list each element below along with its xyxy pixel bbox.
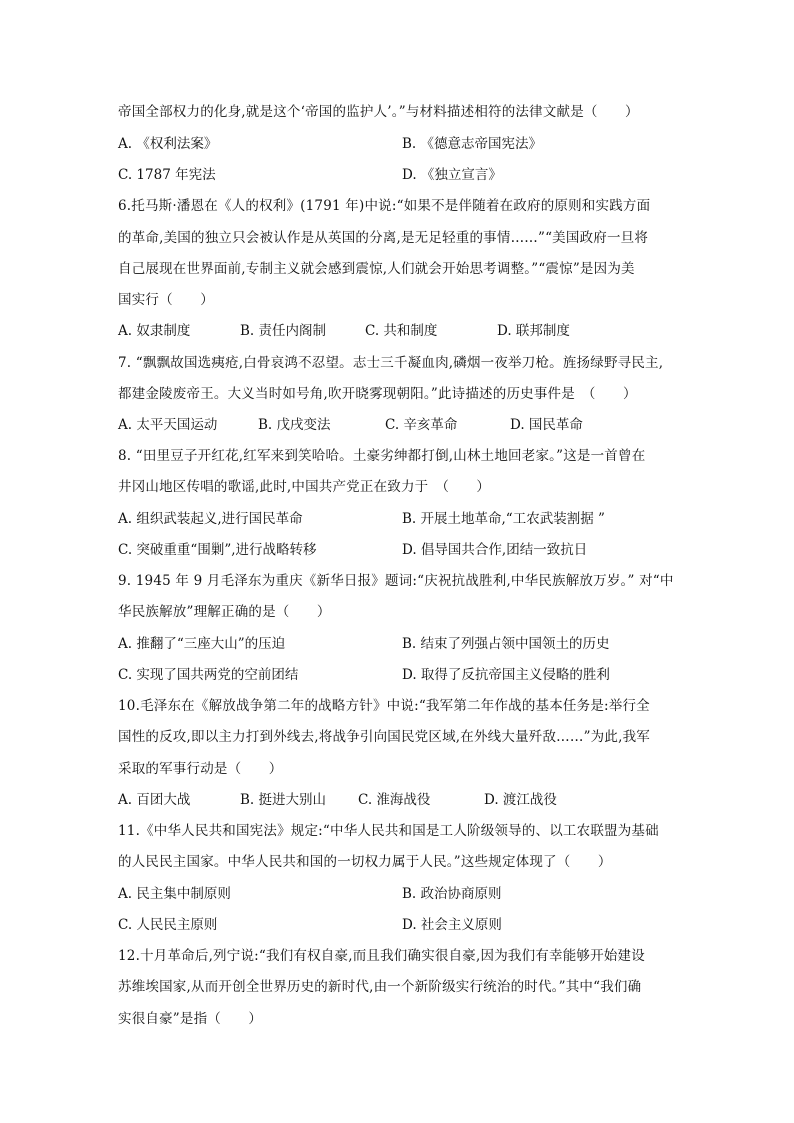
q7-stem-line: 7. “飘飘故国选痍疮,白骨哀鸿不忍望。志士三千凝血肉,磷烟一夜举刀枪。旌扬绿野寻民主, [118, 355, 664, 371]
q11-stem-line: 11.《中华人民共和国宪法》规定:“中华人民共和国是工人阶级领导的、以工农联盟为基础 [118, 823, 659, 839]
q12-stem-line: 实很自豪”是指（ ） [118, 1011, 263, 1027]
q9-stem-line: 9. 1945 年 9 月毛泽东为重庆《新华日报》题词:“庆祝抗战胜利,中华民族解放万岁。” 对“中 [118, 573, 674, 589]
q7-option-a[interactable]: A. 太平天国运动 [118, 417, 218, 433]
q6-stem-line: 自己展现在世界面前,专制主义就会感到震惊,人们就会开始思考调整。”“震惊”是因为美 [118, 261, 635, 277]
q8-option-b[interactable]: B. 开展土地革命,“工农武装割据 ” [402, 511, 605, 527]
q12-stem-line: 苏维埃国家,从而开创全世界历史的新时代,由一个新阶级实行统治的时代。”其中“我们确 [118, 979, 642, 995]
q10-option-b[interactable]: B. 挺进大别山 [240, 792, 327, 808]
q10-stem-line: 国性的反攻,即以主力打到外线去,将战争引向国民党区域,在外线大量歼敌……”为此,我军 [118, 729, 650, 745]
q10-option-d[interactable]: D. 渡江战役 [484, 792, 557, 808]
q6-stem-line: 的革命,美国的独立只会被认作是从英国的分离,是无足轻重的事情……”“美国政府一旦将 [118, 230, 649, 246]
q7-option-c[interactable]: C. 辛亥革命 [385, 417, 458, 433]
q11-option-a[interactable]: A. 民主集中制原则 [118, 886, 231, 902]
q12-stem-line: 12.十月革命后,列宁说:“我们有权自豪,而且我们确实很自豪,因为我们有幸能够开始建设 [118, 948, 645, 964]
q11-stem-line: 的人民民主国家。中华人民共和国的一切权力属于人民。”这些规定体现了（ ） [118, 854, 612, 870]
q9-option-b[interactable]: B. 结束了列强占领中国领土的历史 [402, 636, 610, 652]
q11-option-c[interactable]: C. 人民民主原则 [118, 917, 218, 933]
q11-option-b[interactable]: B. 政治协商原则 [402, 886, 502, 902]
q8-option-a[interactable]: A. 组织武装起义,进行国民革命 [118, 511, 303, 527]
q6-stem-line: 6.托马斯·潘恩在《人的权利》(1791 年)中说:“如果不是伴随着在政府的原则和实践方面 [118, 198, 651, 214]
q8-option-c[interactable]: C. 突破重重“围剿”,进行战略转移 [118, 542, 317, 558]
q8-option-d[interactable]: D. 倡导国共合作,团结一致抗日 [402, 542, 588, 558]
q9-option-d[interactable]: D. 取得了反抗帝国主义侵略的胜利 [402, 667, 610, 683]
q10-option-c[interactable]: C. 淮海战役 [358, 792, 431, 808]
q8-stem-line: 井冈山地区传唱的歌谣,此时,中国共产党正在致力于 （ ） [118, 479, 491, 495]
q10-option-a[interactable]: A. 百团大战 [118, 792, 191, 808]
q6-option-d[interactable]: D. 联邦制度 [497, 323, 570, 339]
q6-stem-line: 国实行（ ） [118, 292, 214, 308]
q5-option-a[interactable]: A. 《权利法案》 [118, 136, 218, 152]
q8-stem-line: 8. “田里豆子开红花,红军来到笑哈哈。土豪劣绅都打倒,山林土地回老家。”这是一首曾在 [118, 448, 646, 464]
q5-option-b[interactable]: B. 《德意志帝国宪法》 [402, 136, 543, 152]
q9-option-c[interactable]: C. 实现了国共两党的空前团结 [118, 667, 299, 683]
q9-option-a[interactable]: A. 推翻了“三座大山”的压迫 [118, 636, 286, 652]
q5-stem-tail: 帝国全部权力的化身,就是这个‘帝国的监护人’。”与材料描述相符的法律文献是（ ） [118, 104, 639, 120]
q5-option-c[interactable]: C. 1787 年宪法 [118, 167, 216, 183]
q10-stem-line: 10.毛泽东在《解放战争第二年的战略方针》中说:“我军第二年作战的基本任务是:举行全 [118, 698, 650, 714]
q10-stem-line: 采取的军事行动是（ ） [118, 761, 283, 777]
q6-option-b[interactable]: B. 责任内阁制 [240, 323, 327, 339]
q11-option-d[interactable]: D. 社会主义原则 [402, 917, 502, 933]
q7-option-b[interactable]: B. 戊戌变法 [258, 417, 331, 433]
q5-option-d[interactable]: D. 《独立宣言》 [402, 167, 502, 183]
q9-stem-line: 华民族解放”理解正确的是（ ） [118, 604, 331, 620]
q7-option-d[interactable]: D. 国民革命 [510, 417, 583, 433]
q6-option-c[interactable]: C. 共和制度 [365, 323, 438, 339]
q6-option-a[interactable]: A. 奴隶制度 [118, 323, 191, 339]
q7-stem-line: 都建金陵废帝王。大义当时如号角,吹开晓雾现朝阳。”此诗描述的历史事件是 （ ） [118, 386, 637, 402]
